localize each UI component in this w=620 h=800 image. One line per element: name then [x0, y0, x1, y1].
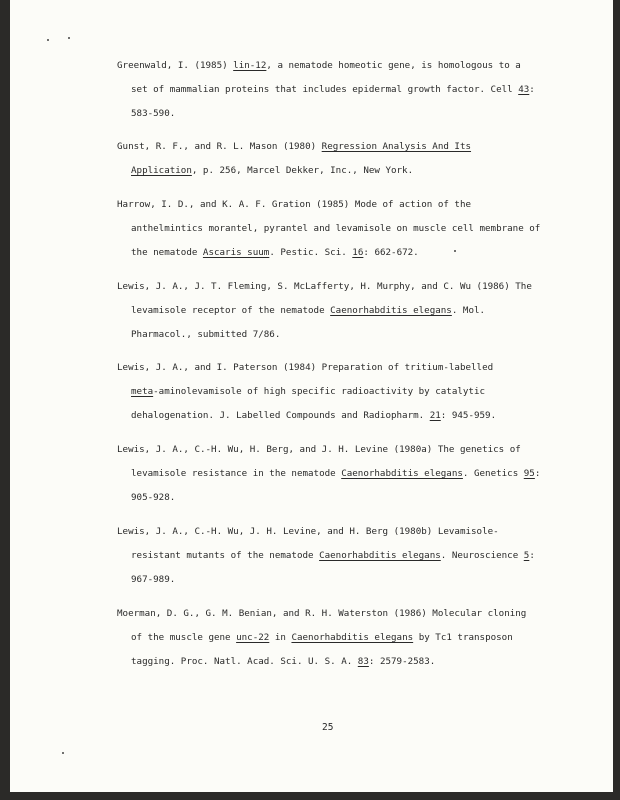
- underlined-text: Application: [131, 165, 192, 176]
- reference-line: Lewis, J. A., and I. Paterson (1984) Preparation of tritium-labelled: [117, 362, 494, 373]
- speck: [454, 250, 456, 252]
- reference-line: 583-590.: [131, 108, 176, 119]
- speck: [47, 39, 49, 41]
- reference-line: Gunst, R. F., and R. L. Mason (1980) Regression Analysis And Its: [117, 141, 472, 152]
- underlined-text: 5: [523, 550, 530, 561]
- reference-line: Lewis, J. A., J. T. Fleming, S. McLafferty, H. Murphy, and C. Wu (1986) The: [117, 281, 532, 292]
- underlined-text: 16: [352, 247, 364, 258]
- reference-line: of the muscle gene unc-22 in Caenorhabditis elegans by Tc1 transposon: [131, 632, 513, 643]
- underlined-text: Caenorhabditis elegans: [291, 632, 414, 643]
- page-number: 25: [322, 722, 334, 733]
- underlined-text: Ascaris suum: [202, 247, 270, 258]
- reference-line: Application, p. 256, Marcel Dekker, Inc., New York.: [131, 165, 414, 176]
- reference-line: Pharmacol., submitted 7/86.: [131, 329, 281, 340]
- underlined-text: lin-12: [233, 60, 267, 71]
- speck: [68, 37, 70, 39]
- reference-line: levamisole resistance in the nematode Caenorhabditis elegans. Genetics 95:: [131, 468, 541, 479]
- underlined-text: Regression Analysis And Its: [321, 141, 472, 152]
- reference-line: dehalogenation. J. Labelled Compounds and Radiopharm. 21: 945-959.: [131, 410, 497, 421]
- underlined-text: 43: [518, 84, 530, 95]
- reference-line: 905-928.: [131, 492, 176, 503]
- underlined-text: Caenorhabditis elegans: [341, 468, 463, 479]
- reference-line: resistant mutants of the nematode Caenorhabditis elegans. Neuroscience 5:: [131, 550, 535, 561]
- underlined-text: Caenorhabditis elegans: [319, 550, 441, 561]
- underlined-text: unc-22: [236, 632, 270, 643]
- reference-line: levamisole receptor of the nematode Caenorhabditis elegans. Mol.: [131, 305, 486, 316]
- reference-line: Harrow, I. D., and K. A. F. Gration (1985) Mode of action of the: [117, 199, 472, 210]
- underlined-text: meta: [131, 386, 154, 397]
- reference-line: set of mammalian proteins that includes epidermal growth factor. Cell 43:: [131, 84, 535, 95]
- reference-line: tagging. Proc. Natl. Acad. Sci. U. S. A. 83: 2579-2583.: [131, 656, 436, 667]
- underlined-text: 95: [523, 468, 535, 479]
- reference-line: Lewis, J. A., C.-H. Wu, J. H. Levine, and H. Berg (1980b) Levamisole-: [117, 526, 499, 537]
- reference-line: meta-aminolevamisole of high specific radioactivity by catalytic: [131, 386, 486, 397]
- reference-line: anthelmintics morantel, pyrantel and levamisole on muscle cell membrane of: [131, 223, 541, 234]
- reference-line: 967-989.: [131, 574, 176, 585]
- underlined-text: 83: [357, 656, 369, 667]
- document-page: [10, 0, 613, 792]
- reference-line: Moerman, D. G., G. M. Benian, and R. H. Waterston (1986) Molecular cloning: [117, 608, 527, 619]
- reference-line: Lewis, J. A., C.-H. Wu, H. Berg, and J. H. Levine (1980a) The genetics of: [117, 444, 521, 455]
- reference-line: the nematode Ascaris suum. Pestic. Sci. 16: 662-672.: [131, 247, 419, 258]
- reference-line: Greenwald, I. (1985) lin-12, a nematode homeotic gene, is homologous to a: [117, 60, 521, 71]
- speck: [62, 752, 64, 754]
- underlined-text: 21: [429, 410, 441, 421]
- underlined-text: Caenorhabditis elegans: [330, 305, 452, 316]
